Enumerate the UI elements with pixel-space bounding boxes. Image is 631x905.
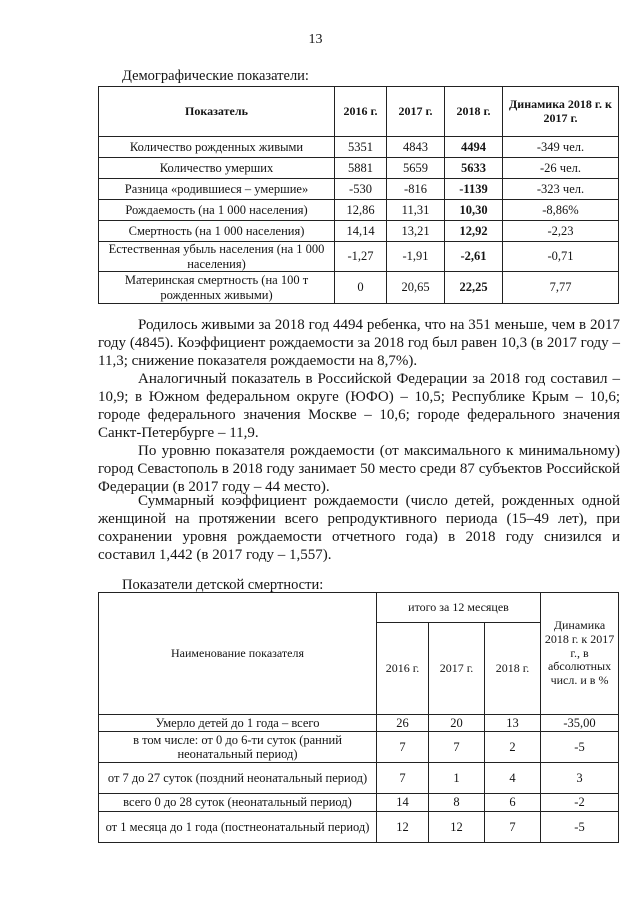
cell-2016: 7: [377, 763, 429, 794]
row-label: Умерло детей до 1 года – всего: [99, 715, 377, 732]
cell-dynamics: -349 чел.: [503, 137, 619, 158]
table-row: [99, 812, 619, 843]
cell-2018: 7: [485, 812, 541, 843]
paragraph-fertility-rate: Суммарный коэффициент рождаемости (число детей, рожденных одной женщиной на протяжении всего репродуктивного периода (15–49 лет), при сохранении уровня рождаемости отчетного года) в 2018 году снизился и составил 1,442 (в 2017 году – 1,557).: [98, 493, 620, 563]
cell-2018: 5633: [445, 158, 503, 179]
cell-2018: 22,25: [445, 272, 503, 304]
header-2017: 2017 г.: [429, 623, 485, 715]
row-label: Количество рожденных живыми: [99, 137, 335, 158]
header-name: Наименование показателя: [99, 593, 377, 715]
table-row: [99, 272, 619, 304]
cell-2016: 5351: [335, 137, 387, 158]
cell-dynamics: -0,71: [503, 242, 619, 272]
header-2016: 2016 г.: [377, 623, 429, 715]
cell-2017: 8: [429, 794, 485, 812]
table-row: [99, 221, 619, 242]
header-2016: 2016 г.: [335, 87, 387, 137]
header-period: итого за 12 месяцев: [377, 593, 541, 623]
cell-2016: -530: [335, 179, 387, 200]
cell-2016: -1,27: [335, 242, 387, 272]
cell-2016: 14,14: [335, 221, 387, 242]
cell-2017: 20: [429, 715, 485, 732]
page-number: 13: [308, 32, 323, 47]
cell-2017: 5659: [387, 158, 445, 179]
row-label: Естественная убыль населения (на 1 000 населения): [99, 242, 335, 272]
cell-2016: 0: [335, 272, 387, 304]
cell-2018: 2: [485, 732, 541, 763]
table-row: [99, 137, 619, 158]
cell-2017: 1: [429, 763, 485, 794]
cell-2018: 6: [485, 794, 541, 812]
paragraph-births: Родилось живыми за 2018 год 4494 ребенка, что на 351 меньше, чем в 2017 году (4845). Коэффициент рождаемости за 2018 год был равен 10,3 (в 2017 году – 11,3; снижение показателя рождаемости на 8,7%).: [98, 317, 620, 369]
cell-2017: -816: [387, 179, 445, 200]
row-label: Разница «родившиеся – умершие»: [99, 179, 335, 200]
row-label: Количество умерших: [99, 158, 335, 179]
cell-dynamics: -323 чел.: [503, 179, 619, 200]
cell-2017: 7: [429, 732, 485, 763]
cell-2017: 11,31: [387, 200, 445, 221]
cell-dynamics: -2,23: [503, 221, 619, 242]
row-label: Материнская смертность (на 100 т рожденных живыми): [99, 272, 335, 304]
cell-2016: 12: [377, 812, 429, 843]
cell-2018: -1139: [445, 179, 503, 200]
cell-2017: -1,91: [387, 242, 445, 272]
header-dynamics: Динамика 2018 г. к 2017 г., в абсолютных числ. и в %: [541, 593, 619, 715]
header-2017: 2017 г.: [387, 87, 445, 137]
cell-2017: 4843: [387, 137, 445, 158]
cell-2018: 12,92: [445, 221, 503, 242]
paragraph-ranking: По уровню показателя рождаемости (от максимального к минимальному) город Севастополь в 2018 году занимает 50 место среди 87 субъектов Российской Федерации (в 2017 году – 44 место).: [98, 443, 620, 495]
cell-2016: 5881: [335, 158, 387, 179]
demographics-caption: Демографические показатели:: [122, 68, 309, 84]
row-label: всего 0 до 28 суток (неонатальный период): [99, 794, 377, 812]
cell-dynamics: -5: [541, 732, 619, 763]
cell-dynamics: -2: [541, 794, 619, 812]
row-label: от 7 до 27 суток (поздний неонатальный период): [99, 763, 377, 794]
demographics-table: [98, 86, 619, 304]
cell-2018: 4494: [445, 137, 503, 158]
table-row: [99, 763, 619, 794]
header-2018: 2018 г.: [445, 87, 503, 137]
paragraph-comparison: Аналогичный показатель в Российской Федерации за 2018 год составил – 10,9; в Южном федеральном округе (ЮФО) – 10,5; Республике Крым – 10,6; городе федерального значения Москве – 10,6; городе федерального значения Санкт-Петербурге – 11,9.: [98, 371, 620, 441]
table-row: [99, 715, 619, 732]
cell-dynamics: -8,86%: [503, 200, 619, 221]
cell-2016: 26: [377, 715, 429, 732]
header-2018: 2018 г.: [485, 623, 541, 715]
cell-2016: 7: [377, 732, 429, 763]
header-indicator: Показатель: [99, 87, 335, 137]
row-label: в том числе: от 0 до 6-ти суток (ранний неонатальный период): [99, 732, 377, 763]
cell-2018: 4: [485, 763, 541, 794]
header-dynamics: Динамика 2018 г. к 2017 г.: [503, 87, 619, 137]
table-row: [99, 179, 619, 200]
cell-2018: 10,30: [445, 200, 503, 221]
row-label: Смертность (на 1 000 населения): [99, 221, 335, 242]
cell-dynamics: 7,77: [503, 272, 619, 304]
table-row: [99, 200, 619, 221]
table-row: [99, 242, 619, 272]
table-row: [99, 732, 619, 763]
cell-2018: -2,61: [445, 242, 503, 272]
row-label: от 1 месяца до 1 года (постнеонатальный период): [99, 812, 377, 843]
child-mortality-table: [98, 592, 619, 843]
row-label: Рождаемость (на 1 000 населения): [99, 200, 335, 221]
cell-2017: 13,21: [387, 221, 445, 242]
cell-dynamics: -26 чел.: [503, 158, 619, 179]
cell-2017: 12: [429, 812, 485, 843]
cell-2018: 13: [485, 715, 541, 732]
cell-2016: 12,86: [335, 200, 387, 221]
child-mortality-caption: Показатели детской смертности:: [122, 577, 324, 593]
cell-dynamics: -35,00: [541, 715, 619, 732]
cell-dynamics: -5: [541, 812, 619, 843]
cell-dynamics: 3: [541, 763, 619, 794]
cell-2017: 20,65: [387, 272, 445, 304]
cell-2016: 14: [377, 794, 429, 812]
table-row: [99, 794, 619, 812]
table-row: [99, 158, 619, 179]
